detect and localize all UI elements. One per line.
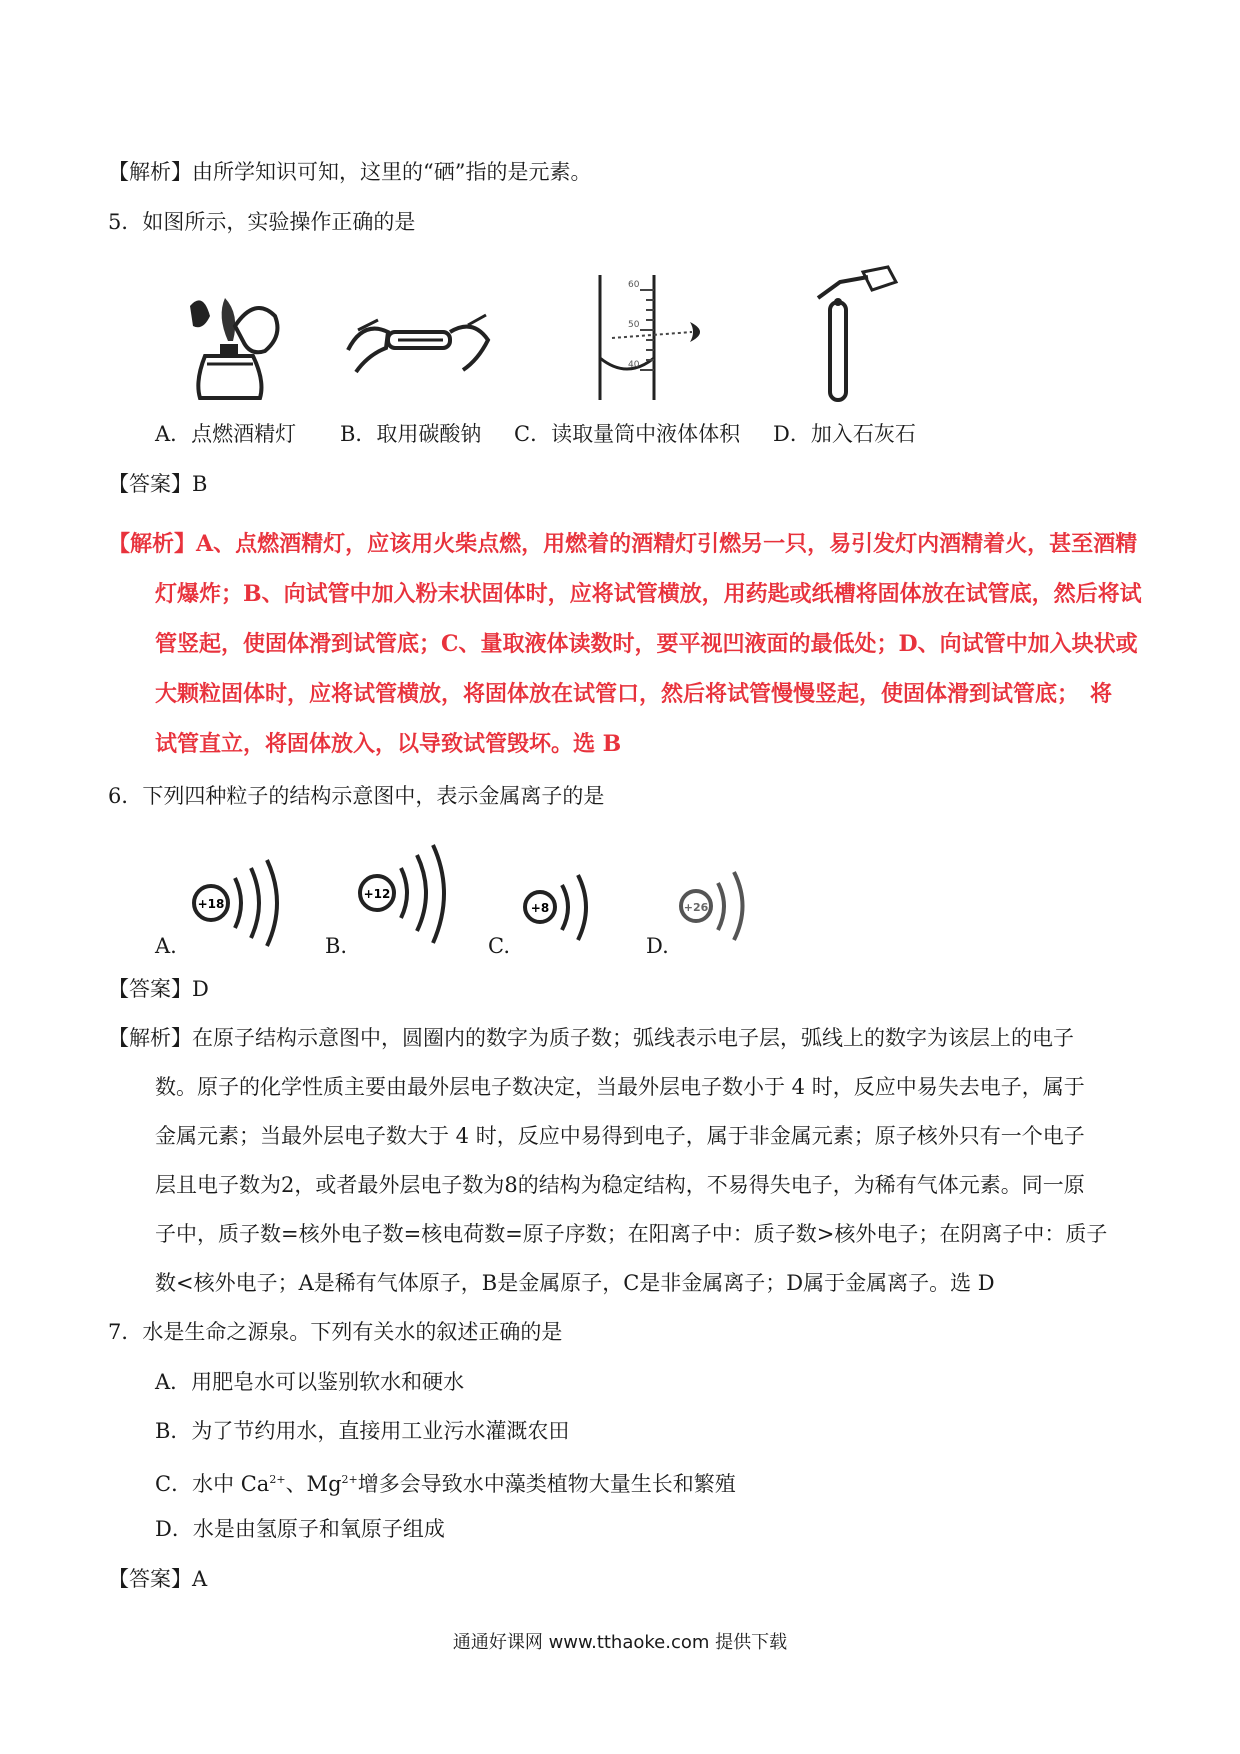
q6-answer: 【答案】D xyxy=(108,977,209,1001)
q5-analysis-line-3: 管竖起，使固体滑到试管底；C、量取液体读数时，要平视凹液面的最低处；D、向试管中加入块状或 xyxy=(155,631,1138,657)
q6-question: 6．下列四种粒子的结构示意图中，表示金属离子的是 xyxy=(108,784,605,808)
q6-option-c: C. xyxy=(488,934,510,958)
scale-label-mid: 50 xyxy=(628,320,640,330)
test-tube-limestone-figure xyxy=(808,262,908,407)
page-footer: 通通好课网 www.tthaoke.com 提供下载 xyxy=(452,1632,788,1653)
q5-option-d: D．加入石灰石 xyxy=(773,422,916,446)
q5-analysis-line-1: 【解析】A、点燃酒精灯，应该用火柴点燃，用燃着的酒精灯引燃另一只，易引发灯内酒精着火，甚至酒精 xyxy=(108,531,1138,557)
q6-analysis-line-2: 数。原子的化学性质主要由最外层电子数决定，当最外层电子数小于 4 时，反应中易失去电子，属于 xyxy=(155,1075,1085,1099)
q6-analysis-line-4: 层且电子数为2，或者最外层电子数为8的结构为稳定结构，不易得失电子，为稀有气体元素。同一原 xyxy=(155,1173,1085,1197)
nucleus-label-b: +12 xyxy=(363,887,391,901)
q6-analysis-line-5: 子中，质子数=核外电子数=核电荷数=原子序数；在阳离子中：质子数>核外电子；在阴离子中：质子 xyxy=(155,1222,1108,1246)
q5-option-b: B．取用碳酸钠 xyxy=(340,422,482,446)
nucleus-label-c: +8 xyxy=(530,901,550,915)
q6-analysis-line-1: 【解析】在原子结构示意图中，圆圈内的数字为质子数；弧线表示电子层，弧线上的数字为该层上的电子 xyxy=(108,1026,1074,1050)
atom-structure-d xyxy=(676,868,756,946)
test-tube-powder-figure xyxy=(338,300,498,380)
scale-label-bottom: 40 xyxy=(628,360,640,370)
q5-analysis-line-4: 大颗粒固体时，应将试管横放，将固体放在试管口，然后将试管慢慢竖起，使固体滑到试管底； 将 xyxy=(155,681,1113,707)
q7-answer: 【答案】A xyxy=(108,1567,208,1591)
q6-analysis-line-6: 数<核外电子；A是稀有气体原子，B是金属原子，C是非金属离子；D属于金属离子。选 D xyxy=(155,1271,995,1295)
q7-option-b: B．为了节约用水，直接用工业污水灌溉农田 xyxy=(155,1419,570,1443)
alcohol-lamp-figure xyxy=(165,286,285,404)
q6-option-d: D. xyxy=(646,934,669,958)
q7-question: 7．水是生命之源泉。下列有关水的叙述正确的是 xyxy=(108,1320,563,1344)
nucleus-label-d: +26 xyxy=(683,901,709,914)
q5-analysis-line-2: 灯爆炸；B、向试管中加入粉末状固体时，应将试管横放，用药匙或纸槽将固体放在试管底，然后将试 xyxy=(155,581,1142,607)
q5-question: 5．如图所示，实验操作正确的是 xyxy=(108,210,416,234)
q4-analysis: 【解析】由所学知识可知，这里的“硒”指的是元素。 xyxy=(108,160,592,184)
q5-analysis-line-5: 试管直立，将固体放入，以导致试管毁坏。选 B xyxy=(155,731,622,757)
q5-answer: 【答案】B xyxy=(108,472,208,496)
q5-option-c: C．读取量筒中液体体积 xyxy=(514,422,741,446)
q6-option-b: B. xyxy=(325,934,348,958)
q6-analysis-line-3: 金属元素；当最外层电子数大于 4 时，反应中易得到电子，属于非金属元素；原子核外只有一个电子 xyxy=(155,1124,1085,1148)
q7-option-a: A．用肥皂水可以鉴别软水和硬水 xyxy=(155,1370,465,1394)
atom-structure-c xyxy=(520,870,600,945)
scale-label-top: 60 xyxy=(628,280,640,290)
atom-structure-a xyxy=(185,858,295,948)
q6-option-a: A. xyxy=(155,934,177,958)
q5-option-a: A．点燃酒精灯 xyxy=(155,422,297,446)
nucleus-label-a: +18 xyxy=(197,897,225,911)
q7-option-c: C．水中 $Ca^{2+}$、$Mg^{2+}$增多会导致水中藻类植物大量生长和繁殖 xyxy=(155,1472,736,1496)
atom-structure-b xyxy=(355,843,465,948)
graduated-cylinder-figure xyxy=(592,270,722,405)
q7-option-d: D．水是由氢原子和氧原子组成 xyxy=(155,1517,445,1541)
